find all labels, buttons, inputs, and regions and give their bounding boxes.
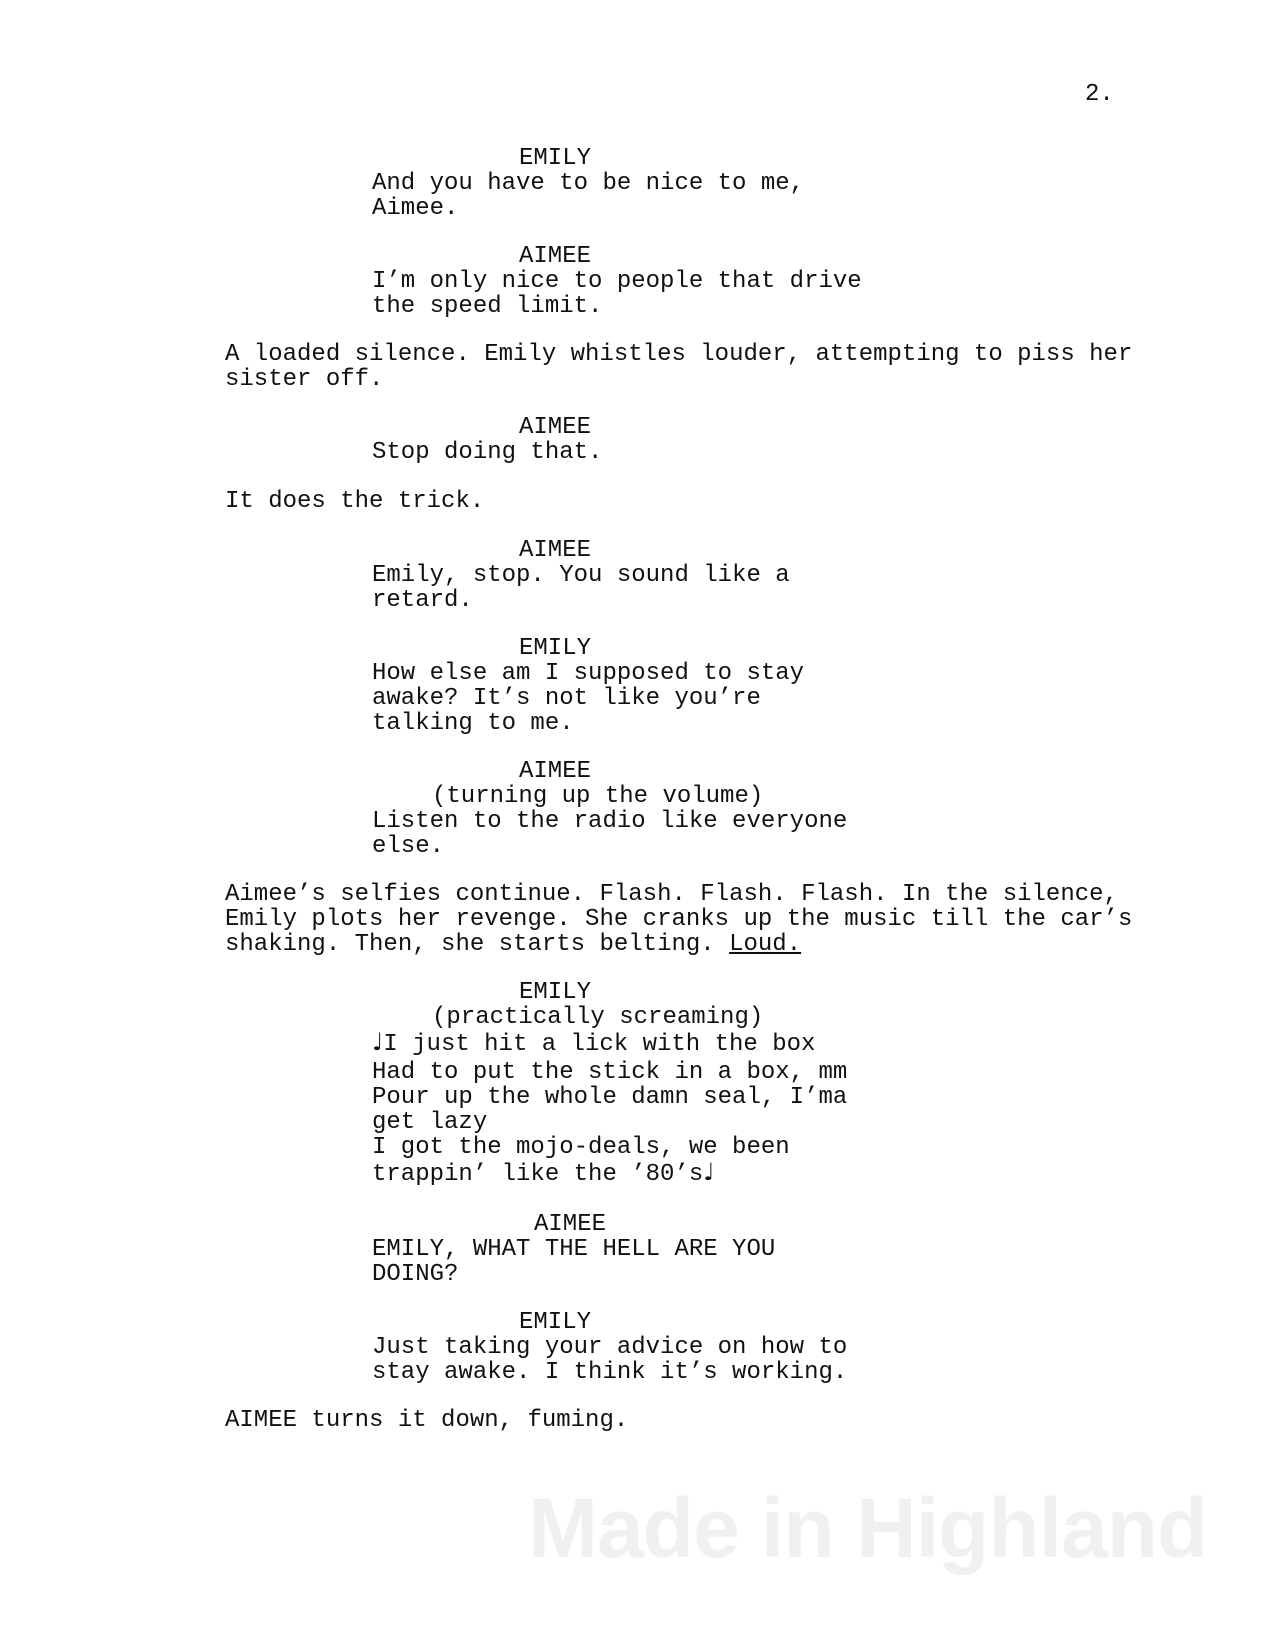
- lyric-text: I just hit a lick with the box: [383, 1031, 816, 1058]
- watermark: Made in Highland: [528, 1481, 1208, 1575]
- dialogue: Emily, stop. You sound like a retard.: [372, 562, 790, 614]
- music-note-icon: ♩: [372, 1028, 384, 1056]
- character-name: EMILY: [519, 979, 592, 1006]
- character-name: EMILY: [519, 145, 592, 172]
- music-note-icon: ♩: [703, 1158, 715, 1186]
- lyric-text: Had to put the stick in a box, mm Pour up the whole damn seal, I’ma get lazy I got the mojo-deals, we been trappin’ like the ’80’s: [372, 1059, 848, 1188]
- action-emphasis: Loud.: [729, 931, 802, 958]
- parenthetical: (practically screaming): [432, 1004, 764, 1031]
- dialogue: I’m only nice to people that drive the speed limit.: [372, 268, 862, 320]
- dialogue: Just taking your advice on how to stay awake. I think it’s working.: [372, 1334, 848, 1386]
- parenthetical: (turning up the volume): [432, 783, 764, 810]
- character-name: EMILY: [519, 635, 592, 662]
- character-name: AIMEE: [534, 1211, 607, 1238]
- dialogue: Stop doing that.: [372, 439, 603, 466]
- action-line: It does the trick.: [225, 488, 485, 515]
- dialogue: And you have to be nice to me, Aimee.: [372, 170, 805, 222]
- action-line: AIMEE turns it down, fuming.: [225, 1407, 629, 1434]
- dialogue: Listen to the radio like everyone else.: [372, 808, 848, 860]
- lyrics: [372, 1060, 847, 1187]
- dialogue: EMILY, WHAT THE HELL ARE YOU DOING?: [372, 1236, 776, 1288]
- character-name: EMILY: [519, 1309, 592, 1336]
- action-line: [225, 882, 1132, 957]
- character-name: AIMEE: [519, 414, 592, 441]
- lyric-line: [372, 1030, 815, 1057]
- character-name: AIMEE: [519, 243, 592, 270]
- character-name: AIMEE: [519, 758, 592, 785]
- action-text: Aimee’s selfies continue. Flash. Flash. Flash. In the silence, Emily plots her revenge. She cranks up the music till the car’s shaking. Then, she starts belting.: [225, 881, 1133, 958]
- action-line: A loaded silence. Emily whistles louder, attempting to piss her sister off.: [225, 341, 1133, 393]
- dialogue: How else am I supposed to stay awake? It’s not like you’re talking to me.: [372, 660, 805, 737]
- page-number: 2.: [1085, 81, 1114, 108]
- character-name: AIMEE: [519, 537, 592, 564]
